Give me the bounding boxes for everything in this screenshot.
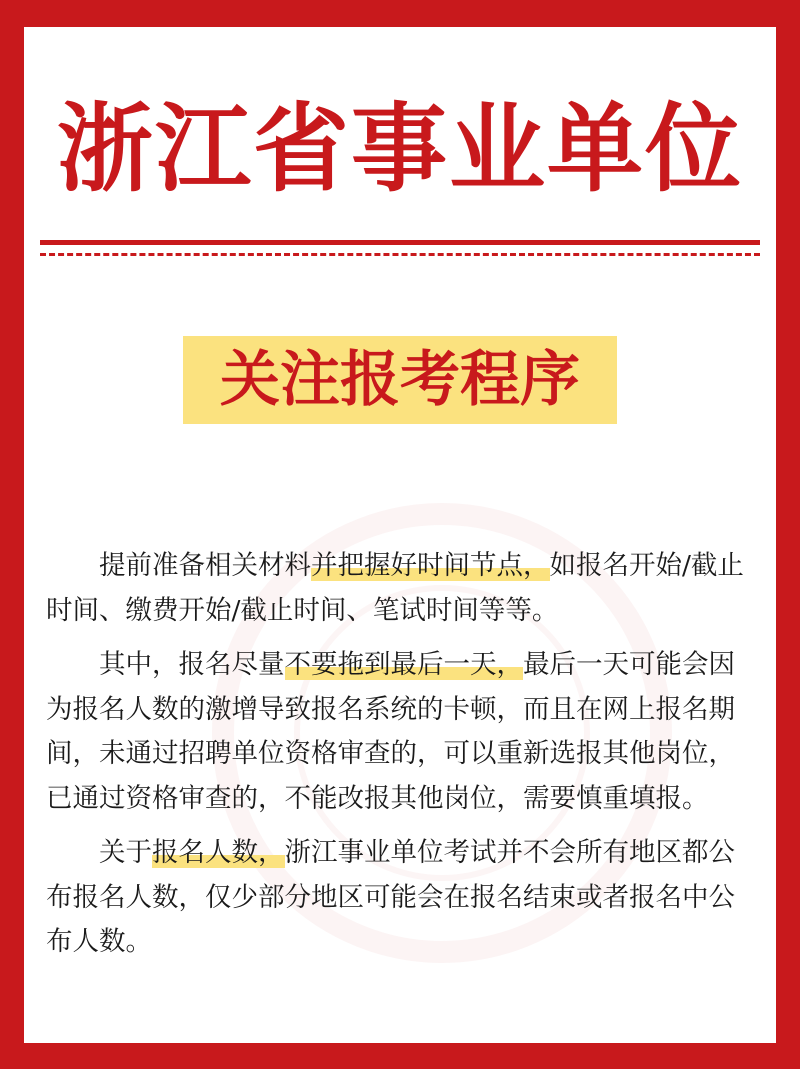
paragraph-1: [46, 544, 758, 633]
paragraph-1-rest: 如报名开始/截止时间、缴费开始/截止时间、笔试时间等等。: [46, 550, 744, 626]
title-divider-solid: [40, 240, 760, 245]
paragraph-3-text: 关于: [99, 837, 152, 868]
title-divider-dashed: [40, 253, 760, 256]
paragraph-2-rest: 最后一天可能会因为报名人数的激增导致报名系统的卡顿，而且在网上报名期间，未通过招聘单位资格审查的，可以重新选报其他岗位，已通过资格审查的，不能改报其他岗位，需要慎重填报。: [46, 649, 735, 814]
body-text: [46, 544, 758, 975]
main-title: 浙江省事业单位: [57, 93, 743, 205]
paragraph-1-text: 提前准备相关材料: [99, 550, 311, 581]
paragraph-2: [46, 643, 758, 821]
paragraph-1-highlight: 并把握好时间节点，: [311, 550, 550, 581]
poster-frame: [24, 27, 776, 1043]
paragraph-3: [46, 831, 758, 965]
paragraph-2-text: 其中，报名尽量: [99, 649, 285, 680]
paragraph-3-rest: 浙江事业单位考试并不会所有地区都公布报名人数，仅少部分地区可能会在报名结束或者报名中公布人数。: [46, 837, 735, 957]
paragraph-2-highlight: 不要拖到最后一天，: [284, 649, 523, 680]
paragraph-3-highlight: 报名人数，: [152, 837, 285, 868]
subtitle: 关注报考程序: [220, 345, 580, 415]
